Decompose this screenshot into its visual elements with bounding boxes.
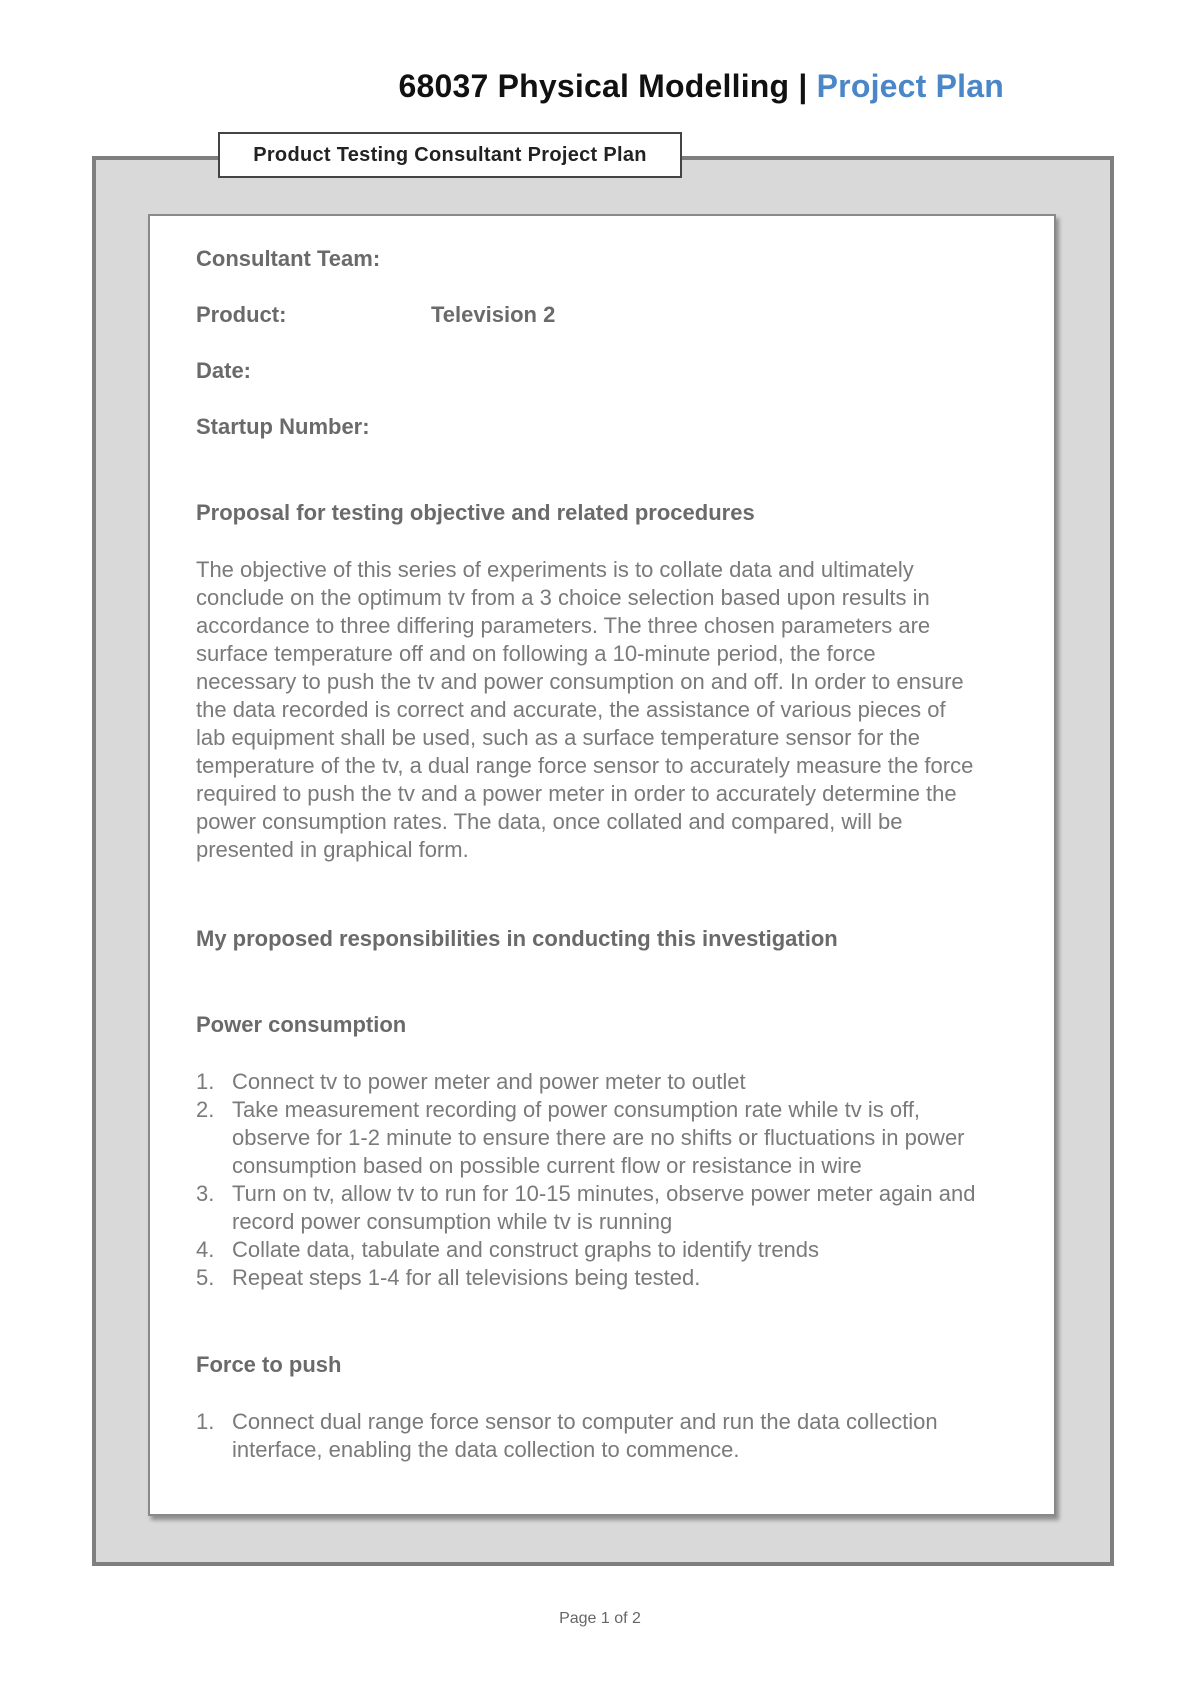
course-title: 68037 Physical Modelling — [398, 68, 790, 104]
power-consumption-heading: Power consumption — [196, 1012, 407, 1037]
header-separator: | — [798, 68, 808, 104]
field-date — [196, 358, 1062, 414]
list-item — [196, 1264, 1062, 1292]
force-steps-list — [196, 1408, 1062, 1464]
step-text: Repeat steps 1-4 for all televisions being tested. — [232, 1265, 701, 1290]
step-text: Take measurement recording of power consumption rate while tv is off, observe for 1-2 minute to ensure there are no shifts or fluctuations in power consumption based on possible current flow or resistance in wire — [232, 1097, 965, 1178]
header-section-title: Project Plan — [816, 68, 1004, 104]
step-number: 1. — [196, 1409, 215, 1434]
list-item — [196, 1408, 1062, 1464]
field-startup-number — [196, 414, 1062, 470]
objective-heading: Proposal for testing objective and related procedures — [196, 500, 755, 525]
field-label: Consultant Team: — [196, 246, 381, 271]
field-consultant-team — [196, 246, 1062, 302]
step-number: 2. — [196, 1097, 215, 1122]
step-text: Connect tv to power meter and power meter to outlet — [232, 1069, 746, 1094]
plan-content — [196, 246, 1062, 1464]
field-label: Startup Number: — [196, 414, 370, 439]
step-number: 5. — [196, 1265, 215, 1290]
list-item — [196, 1180, 1062, 1236]
objective-paragraph: The objective of this series of experiments is to collate data and ultimately conclude on the optimum tv from a 3 choice selection based upon results in accordance to three differing parameters. The three chosen parameters are surface temperature off and on following a 10-minute period, the force necessary to push the tv and power consumption on and off. In order to ensure the data recorded is correct and accurate, the assistance of various pieces of lab equipment shall be used, such as a surface temperature sensor for the temperature of the tv, a dual range force sensor to accurately measure the force required to push the tv and a power meter in order to accurately determine the power consumption rates. The data, once collated and compared, will be presented in graphical form. — [196, 557, 974, 862]
step-text: Collate data, tabulate and construct graphs to identify trends — [232, 1237, 820, 1262]
list-item — [196, 1236, 1062, 1264]
step-number: 1. — [196, 1069, 215, 1094]
plan-title-tab: Product Testing Consultant Project Plan — [218, 132, 682, 178]
list-item — [196, 1096, 1062, 1180]
step-text: Turn on tv, allow tv to run for 10-15 minutes, observe power meter again and record power consumption while tv is running — [232, 1181, 976, 1234]
field-product — [196, 302, 1062, 358]
force-to-push-heading: Force to push — [196, 1352, 342, 1377]
list-item — [196, 1068, 1062, 1096]
document-header — [0, 68, 1004, 105]
page-number: Page 1 of 2 — [559, 1610, 641, 1627]
responsibilities-heading: My proposed responsibilities in conducting this investigation — [196, 926, 838, 951]
field-value: Television 2 — [431, 302, 556, 327]
field-label: Date: — [196, 358, 252, 383]
step-number: 4. — [196, 1237, 215, 1262]
step-text: Connect dual range force sensor to computer and run the data collection interface, enabling the data collection to commence. — [232, 1409, 938, 1462]
power-steps-list — [196, 1068, 1062, 1292]
field-label: Product: — [196, 302, 287, 327]
step-number: 3. — [196, 1181, 215, 1206]
